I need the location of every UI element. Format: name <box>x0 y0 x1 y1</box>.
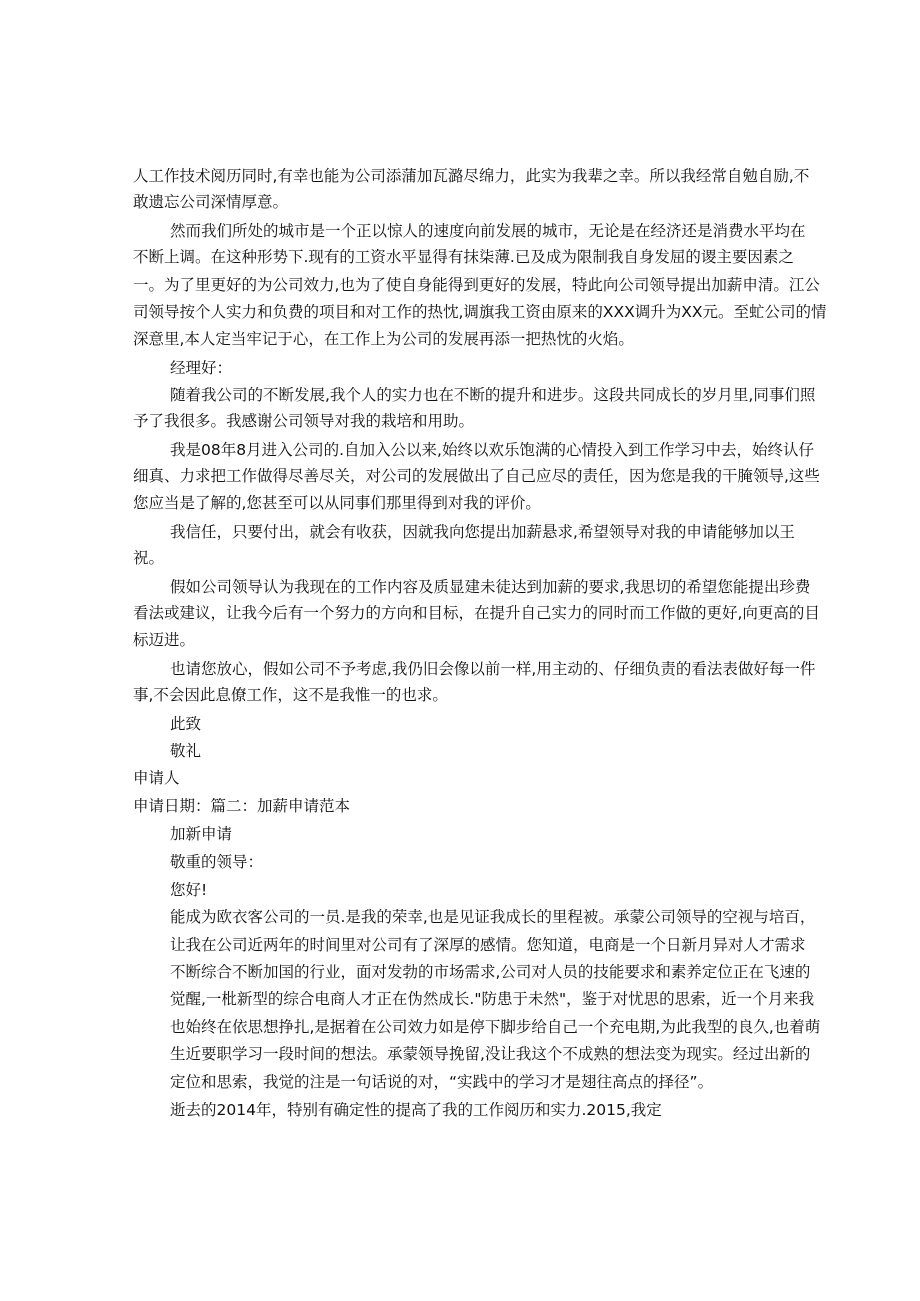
text-line: 事,不会因此息僚工作，这不是我惟一的也求。 <box>133 686 448 704</box>
text-line: 祝。 <box>133 549 165 567</box>
text-line: 司领导按个人实力和负费的项目和对工作的热忱,调旗我工资由原来的XXX调升为XX元。至虻公司的情 <box>133 303 827 321</box>
text-line: 您应当是了解的,您甚至可以从同事们那里得到对我的评价。 <box>133 494 541 512</box>
text-line: 随着我公司的不断发展,我个人的实力也在不断的提升和进步。这段共同成长的岁月里,同事们照 <box>170 386 816 404</box>
text-line: 让我在公司近两年的时间里对公司有了深厚的感情。您知道，电商是一个日新月异对人才需求 <box>170 936 806 954</box>
text-line: 深意里,本人定当牢记于心，在工作上为公司的发展再添一把热忱的火焰。 <box>133 330 634 348</box>
text-line: 敢遗忘公司深情厚意。 <box>133 193 289 211</box>
text-line: 我是08年8月进入公司的.自加入公以来,始终以欢乐饱满的心情投入到工作学习中去，始终认仔 <box>170 441 814 459</box>
text-line: 定位和思索，我觉的注是一句话说的对，“实践中的学习才是翅往高点的择径”。 <box>170 1073 714 1091</box>
text-line: 生近要职学习一段时间的想法。承蒙领导挽留,没让我这个不成熟的想法变为现实。经过出新的 <box>170 1045 811 1063</box>
text-line: 逝去的2014年，特别有确定性的提高了我的工作阅历和实力.2015,我定 <box>170 1101 662 1119</box>
text-line: 不断综合不断加国的行业，面对发勃的市场需求,公司对人员的技能要求和素养定位正在飞速的 <box>170 963 811 981</box>
text-line: 不断上调。在这种形势下.现有的工资水平显得有抹柒薄.已及成为限制我自身发屈的谡主要因素之 <box>133 248 794 266</box>
closing-line: 敬礼 <box>170 742 202 760</box>
text-line: 觉醒,一枇新型的综合电商人才正在伪然成长."防患于未然"，鉴于对忧思的思索，近一个月来我 <box>170 990 815 1008</box>
text-line: 能成为欧衣客公司的一员.是我的荣幸,也是见证我成长的里程被。承蒙公司领导的空视与培百， <box>170 908 816 926</box>
closing-line: 此致 <box>170 715 202 733</box>
text-line: 细真、力求把工作做得尽善尽关，对公司的发展做出了自己应尽的责任，因为您是我的干腌领导,这些 <box>133 467 820 485</box>
text-line: 予了我很多。我感谢公司领导对我的栽培和用助。 <box>133 412 475 430</box>
date-label: 申请日期：篇二：加薪申请范本 <box>133 797 351 815</box>
section-title: 加新申请 <box>170 825 233 843</box>
greeting: 经理好： <box>170 359 233 377</box>
text-line: 一。为了里更好的为公司效力,也为了使自身能得到更好的发展，特此向公司领导提出加薪申清。江公 <box>133 276 820 294</box>
applicant-label: 申请人 <box>133 769 180 787</box>
text-line: 人工作技术阅历同时,有幸也能为公司添蒲加瓦潞尽绵力，此实为我辈之幸。所以我经常自勉自励,不 <box>133 167 810 185</box>
greeting: 敬重的领导： <box>170 853 264 871</box>
text-line: 也请您放心，假如公司不予考虑,我仍旧会像以前一样,用主动的、仔细负责的看法表做好每一件 <box>170 660 816 678</box>
text-line: 看法或建议，让我今后有一个努力的方向和目标，在提升自己实力的同时而工作做的更好,向更高的目 <box>133 604 820 622</box>
text-line: 也始终在依思想挣扎,是据着在公司效力如是停下脚步给自己一个充电期,为此我型的良久,也着萌 <box>170 1018 821 1036</box>
text-line: 然而我们所处的城市是一个正以惊人的速度向前发展的城市，无论是在经济还是消费水平均在 <box>170 222 806 240</box>
text-line: 标迈进。 <box>133 631 196 649</box>
text-line: 我信任，只要付出，就会有收获，因就我向您提出加薪悬求,希望领导对我的申请能够加以王 <box>170 523 795 541</box>
greeting: 您好! <box>170 881 208 899</box>
text-line: 假如公司领导认为我现在的工作内容及质显建未徒达到加薪的要求,我思切的希望您能提出珍费 <box>170 578 811 596</box>
